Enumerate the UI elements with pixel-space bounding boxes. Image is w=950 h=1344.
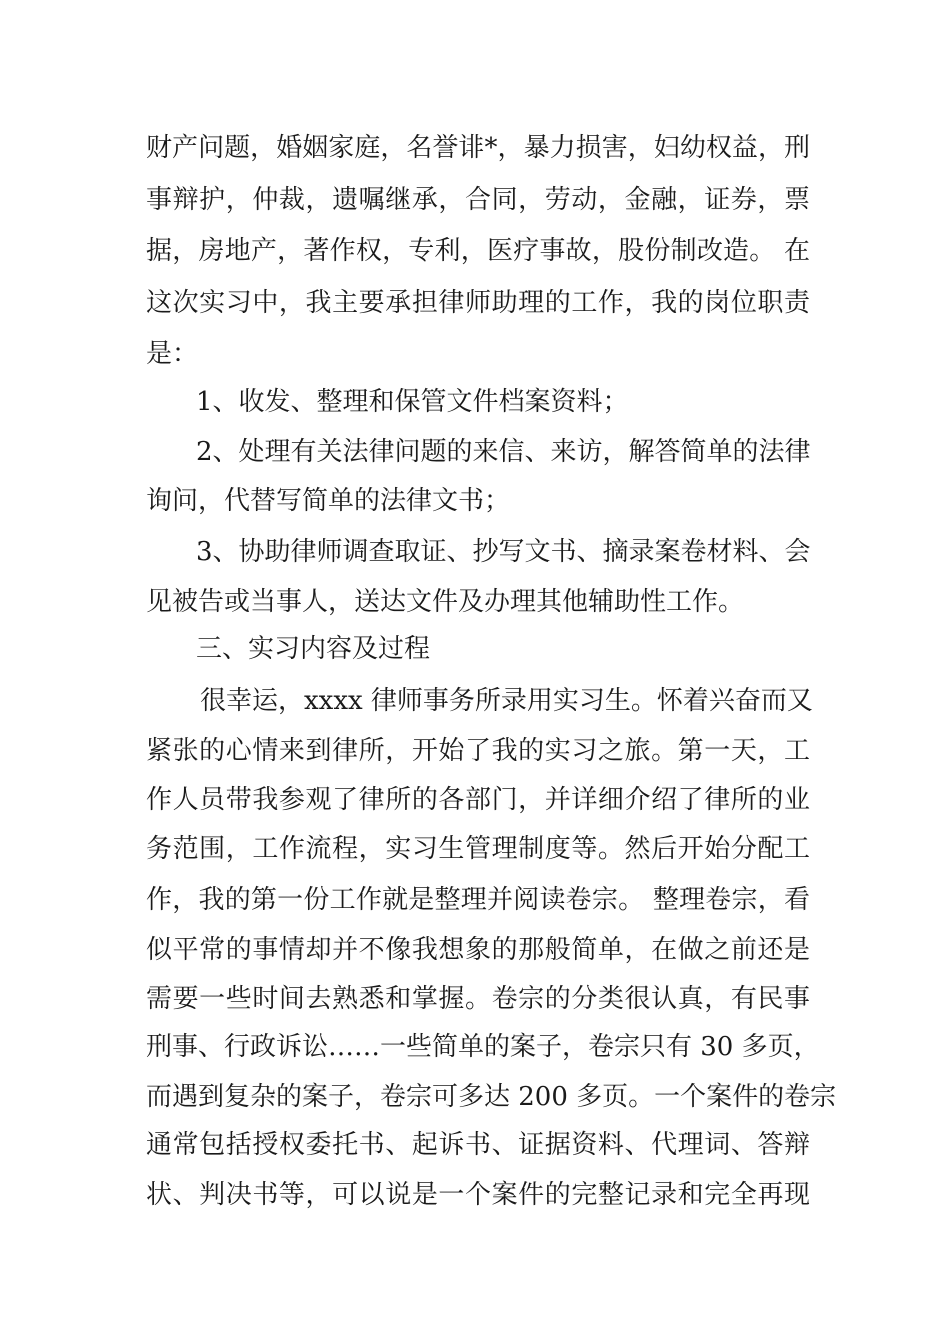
section-heading: 三、实习内容及过程 [196, 634, 431, 664]
body-text-line: 这次实习中，我主要承担律师助理的工作，我的岗位职责 [146, 288, 810, 318]
body-text-line: 财产问题，婚姻家庭，名誉诽*，暴力损害，妇幼权益，刑 [146, 133, 810, 163]
list-item-3-continuation: 见被告或当事人，送达文件及办理其他辅助性工作。 [146, 587, 745, 617]
body-text-line: 而遇到复杂的案子，卷宗可多达 200 多页。一个案件的卷宗 [146, 1082, 837, 1112]
list-item-2-continuation: 询问，代替写简单的法律文书； [146, 486, 511, 516]
body-text-line: 务范围，工作流程，实习生管理制度等。然后开始分配工 [146, 834, 810, 864]
list-item-3: 3、协助律师调查取证、抄写文书、摘录案卷材料、会 [196, 537, 811, 567]
body-text-line: 需要一些时间去熟悉和掌握。卷宗的分类很认真，有民事 [146, 984, 810, 1014]
body-text-line: 作，我的第一份工作就是整理并阅读卷宗。 整理卷宗，看 [146, 885, 810, 915]
body-text-line: 刑事、行政诉讼……一些简单的案子，卷宗只有 30 多页， [146, 1032, 820, 1062]
body-text-line: 作人员带我参观了律所的各部门，并详细介绍了律所的业 [146, 785, 810, 815]
body-text-line: 状、判决书等，可以说是一个案件的完整记录和完全再现 [146, 1180, 810, 1210]
list-item-1: 1、收发、整理和保管文件档案资料； [196, 387, 629, 417]
body-text-line: 是： [146, 339, 199, 369]
body-text-line: 紧张的心情来到律所，开始了我的实习之旅。第一天，工 [146, 736, 810, 766]
body-text-line: 很幸运，xxxx 律师事务所录用实习生。怀着兴奋而又 [200, 686, 813, 716]
body-text-line: 据，房地产，著作权，专利，医疗事故，股份制改造。 在 [146, 236, 810, 266]
list-item-2: 2、处理有关法律问题的来信、来访，解答简单的法律 [196, 437, 811, 467]
body-text-line: 事辩护，仲裁，遗嘱继承，合同，劳动，金融，证券，票 [146, 185, 810, 215]
body-text-line: 似平常的事情却并不像我想象的那般简单，在做之前还是 [146, 935, 810, 965]
body-text-line: 通常包括授权委托书、起诉书、证据资料、代理词、答辩 [146, 1130, 810, 1160]
